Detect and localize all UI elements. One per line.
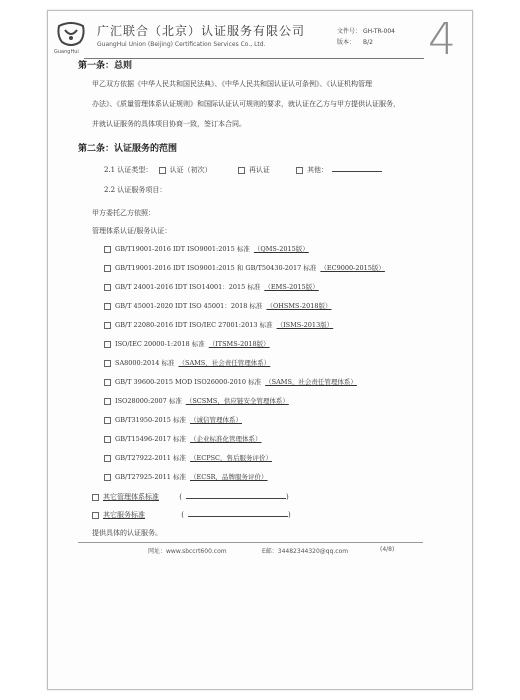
document-info: [337, 26, 395, 48]
checkbox[interactable]: [104, 379, 111, 386]
section1-para-line2: 办法》、《质量管理体系认证规则》和国际认证认可规则的要求，就认证在乙方与甲方提供认证服务，: [92, 100, 400, 108]
system-label: 管理体系认证/服务认证：: [92, 227, 172, 235]
other-service-blank[interactable]: [188, 516, 288, 517]
other-service-label: 其它服务标准: [103, 511, 145, 519]
standard-name: ISO/IEC 20000-1:2018 标准: [115, 340, 205, 348]
service-item-label: 2.2 认证服务项目：: [104, 186, 167, 194]
checkbox[interactable]: [104, 417, 111, 424]
entrust-text: 甲方委托乙方依照：: [92, 209, 155, 217]
checkbox[interactable]: [104, 455, 111, 462]
standard-item: [104, 415, 242, 424]
standard-tag: （SAMS，社会责任管理体系）: [265, 378, 357, 386]
standard-name: GB/T27922-2011 标准: [115, 454, 186, 462]
standard-item: [104, 301, 331, 310]
standard-tag: （QMS-2015版）: [253, 245, 309, 253]
other-system-row: 其它管理体系标准 ( ): [92, 492, 289, 502]
company-english-name: GuangHui Union (Beijing) Certification Services Co., Ltd.: [97, 41, 266, 48]
standard-item: [104, 282, 319, 291]
standard-name: GB/T27925-2011 标准: [115, 473, 186, 481]
standard-item: [104, 396, 289, 405]
other-system-blank[interactable]: [186, 498, 286, 499]
standard-tag: （诚信管理体系）: [189, 416, 242, 424]
cert-type-label: 2.1 认证类型：: [104, 166, 153, 174]
standard-tag: （ISMS-2013版）: [276, 321, 334, 329]
standard-item: [104, 320, 333, 329]
footer-website: 网址：www.sbccrt600.com: [148, 548, 227, 555]
standard-name: GB/T31950-2015 标准: [115, 416, 186, 424]
standard-name: GB/T19001-2016 IDT ISO9001:2015 标准: [115, 245, 250, 253]
checkbox[interactable]: [104, 284, 111, 291]
checkbox[interactable]: [104, 341, 111, 348]
standard-item: [104, 339, 270, 348]
section2-heading: 第二条：认证服务的范围: [78, 144, 178, 154]
header-rule: [84, 58, 424, 59]
version-label: 版本：: [337, 39, 356, 46]
checkbox[interactable]: [104, 303, 111, 310]
company-name: 广汇联合（北京）认证服务有限公司: [97, 24, 306, 38]
checkbox[interactable]: [296, 167, 303, 174]
standard-name: GB/T15496-2017 标准: [115, 435, 186, 443]
logo-text: GuangHui: [54, 49, 79, 55]
standard-name: GB/T 39600-2015 MOD ISO26000-2010 标准: [115, 378, 262, 386]
other-service-row: 其它服务标准 ( ): [92, 510, 291, 520]
doc-no: GH-TR-004: [363, 28, 395, 35]
footer-email: E邮：34482344320@qq.com: [262, 548, 349, 555]
checkbox[interactable]: [92, 494, 99, 501]
version: B/2: [363, 39, 373, 46]
footer-rule: [78, 542, 423, 543]
option-initial: 认证（初次）: [169, 166, 212, 174]
standard-tag: （ECPSC，售后服务评价）: [189, 454, 273, 462]
checkbox[interactable]: [104, 265, 111, 272]
checkbox[interactable]: [238, 167, 245, 174]
standard-tag: （ITSMS-2018版）: [208, 340, 270, 348]
standard-name: GB/T 24001-2016 IDT ISO14001：2015 标准: [115, 283, 261, 291]
section1-para-line1: 甲乙双方依据《中华人民共和国民法典》、《中华人民共和国认证认可条例》、《认证机构管理: [92, 80, 372, 88]
standard-item: [104, 377, 357, 386]
other-system-label: 其它管理体系标准: [103, 493, 159, 501]
document-page: [47, 10, 473, 690]
checkbox[interactable]: [104, 322, 111, 329]
standard-item: [104, 472, 268, 481]
standard-name: GB/T 22080-2016 IDT ISO/IEC 27001:2013 标准: [115, 321, 273, 329]
cert-type-row: [104, 165, 382, 175]
checkbox[interactable]: [92, 512, 99, 519]
standard-tag: （企业标准化管理体系）: [189, 435, 262, 443]
standard-tag: （OHSMS-2018版）: [266, 302, 332, 310]
standard-item: [104, 244, 309, 253]
letterhead: [54, 14, 456, 65]
standard-tag: （SCSMS，供应链安全管理体系）: [185, 397, 289, 405]
standard-tag: （SAMS，社会责任管理体系）: [178, 359, 271, 367]
doc-no-label: 文件号：: [337, 28, 362, 35]
standard-item: [104, 263, 385, 272]
standard-item: [104, 358, 270, 367]
standard-item: [104, 434, 261, 443]
standard-item: [104, 453, 272, 462]
standard-tag: （EC9000-2015版）: [320, 264, 385, 272]
checkbox[interactable]: [104, 398, 111, 405]
standard-tag: （ECSR，品牌服务评价）: [189, 473, 268, 481]
standard-tag: （EMS-2015版）: [264, 283, 319, 291]
checkbox[interactable]: [104, 360, 111, 367]
footer-page: (4/8): [380, 546, 395, 553]
checkbox[interactable]: [104, 436, 111, 443]
checkbox[interactable]: [159, 167, 166, 174]
standard-name: ISO28000:2007 标准: [115, 397, 182, 405]
option-recert: 再认证: [248, 166, 270, 174]
page-number-large: 4: [428, 14, 456, 65]
standard-name: GB/T 45001-2020 IDT ISO 45001：2018 标准: [115, 302, 263, 310]
section1-heading: 第一条：总则: [78, 61, 133, 71]
standard-name: GB/T19001-2016 IDT ISO9001:2015 和 GB/T50430-2017 标准: [115, 264, 317, 272]
option-other: 其他：: [307, 166, 329, 174]
other-blank[interactable]: [332, 171, 382, 172]
standard-name: SA8000:2014 标准: [115, 359, 175, 367]
checkbox[interactable]: [104, 474, 111, 481]
provide-text: 提供具体的认证服务。: [92, 529, 162, 537]
checkbox[interactable]: [104, 246, 111, 253]
section1-para-line3: 并就认证服务的具体项目协商一致，签订本合同。: [92, 120, 246, 128]
